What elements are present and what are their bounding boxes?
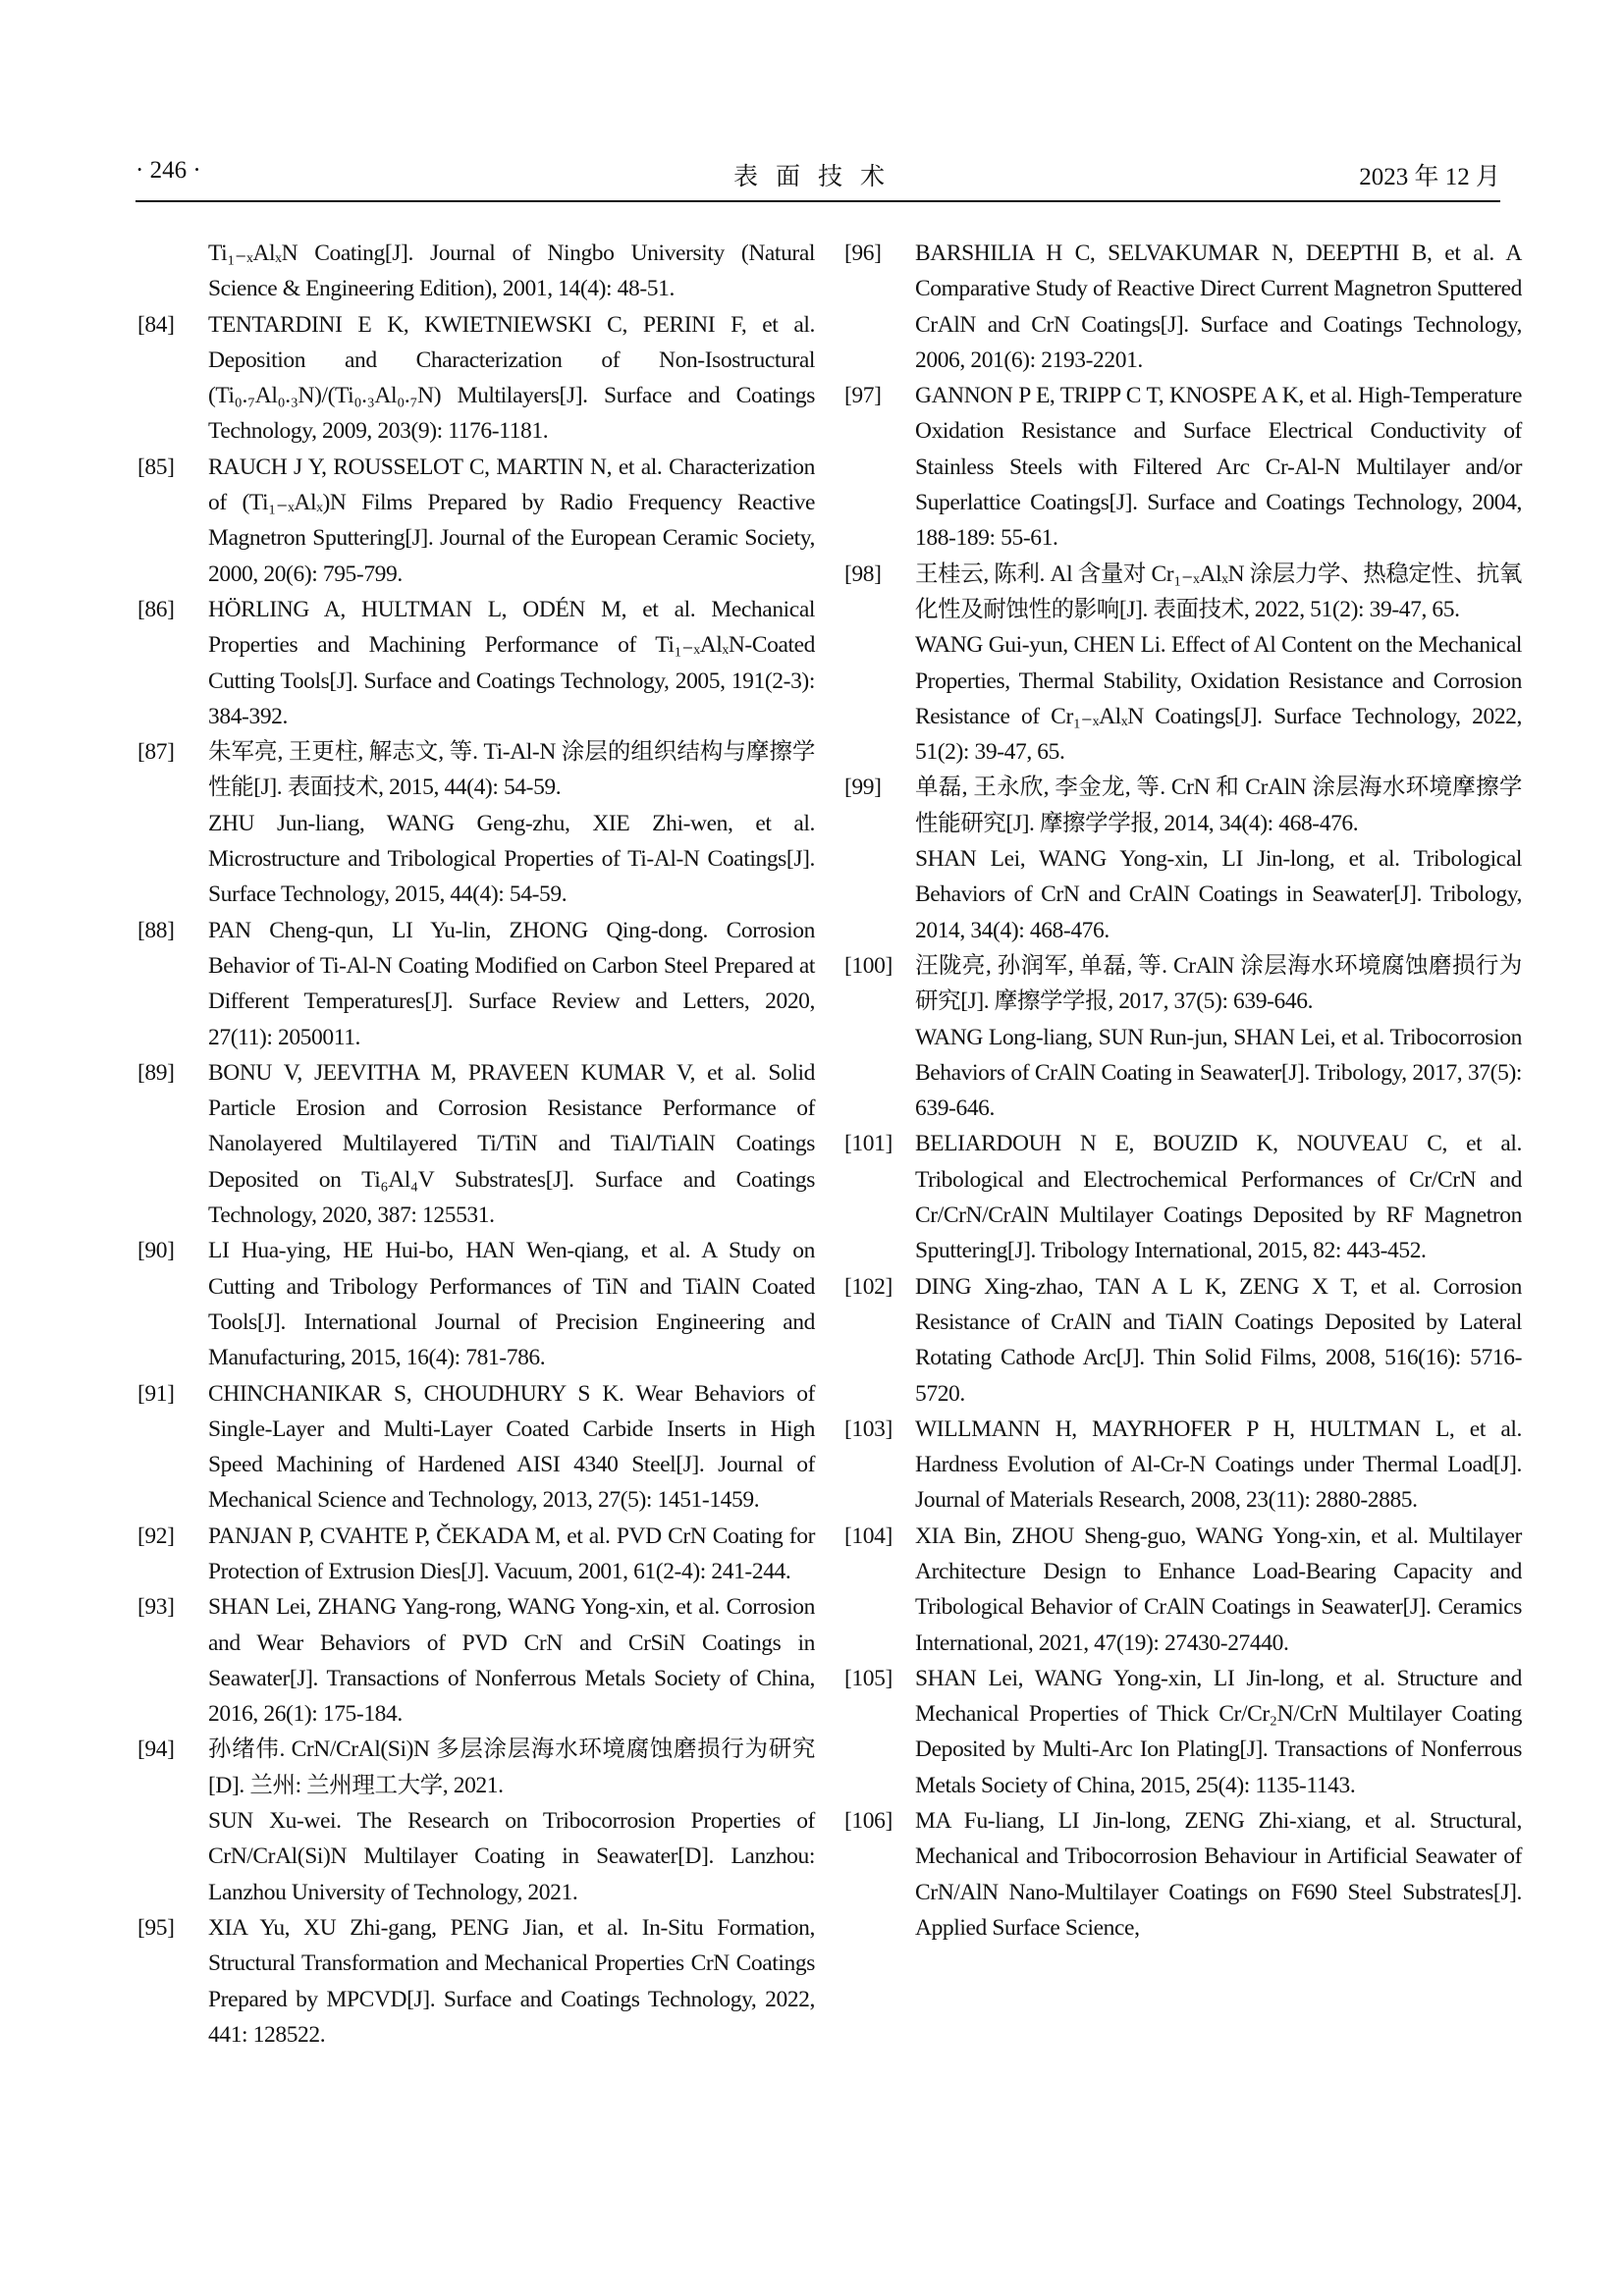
reference-text: TENTARDINI E K, KWIETNIEWSKI C, PERINI F, et al. Deposition and Characterization of Non-Isostructural (Ti₀.₇Al₀.₃N)/(Ti₀.₃Al₀.₇N) Multilayers[J]. Surface and Coatings Technology, 2009, 203(9): 1176-1181. [208,311,815,445]
reference-text-translation: WANG Gui-yun, CHEN Li. Effect of Al Content on the Mechanical Properties, Thermal Stability, Oxidation Resistance and Corrosion Resistance of Cr₁₋ₓAlₓN Coatings[J]. Surface Technology, 2022, 51(2): 39-47, 65. [915,632,1522,766]
reference-number: [105] [844,1665,893,1691]
reference-entry [137,1732,815,1909]
issue-date: 2023 年 12 月 [1359,164,1500,190]
reference-text: 朱军亮, 王更柱, 解志文, 等. Ti-Al-N 涂层的组织结构与摩擦学性能[J]. 表面技术, 2015, 44(4): 54-59. [208,739,815,801]
reference-entry [844,236,1522,378]
reference-entry [844,1803,1522,1946]
reference-text: WILLMANN H, MAYRHOFER P H, HULTMAN L, et al. Hardness Evolution of Al-Cr-N Coatings under Thermal Load[J]. Journal of Materials Research, 2008, 23(11): 2880-2885. [915,1415,1522,1514]
reference-number: [94] [137,1736,175,1763]
reference-text: DING Xing-zhao, TAN A L K, ZENG X T, et al. Corrosion Resistance of CrAlN and TiAlN Coatings Deposited by Lateral Rotating Cathode Arc[J]. Thin Solid Films, 2008, 516(16): 5716-5720. [915,1273,1522,1407]
reference-entry [844,1412,1522,1519]
reference-entry [137,1910,815,2053]
reference-number: [90] [137,1238,175,1264]
reference-text: SHAN Lei, ZHANG Yang-rong, WANG Yong-xin, et al. Corrosion and Wear Behaviors of PVD CrN and CrSiN Coatings in Seawater[J]. Transactions of Nonferrous Metals Society of China, 2016, 26(1): 175-184. [208,1594,815,1728]
reference-text-translation: SUN Xu-wei. The Research on Tribocorrosion Properties of CrN/CrAl(Si)N Multilayer Coating in Seawater[D]. Lanzhou: Lanzhou University of Technology, 2021. [208,1808,815,1905]
reference-number: [85] [137,454,175,480]
reference-entry [137,1233,815,1375]
reference-text: RAUCH J Y, ROUSSELOT C, MARTIN N, et al. Characterization of (Ti₁₋ₓAlₓ)N Films Prepared by Radio Frequency Reactive Magnetron Sputtering[J]. Journal of the European Ceramic Society, 2000, 20(6): 795-799. [208,454,815,587]
reference-entry [844,1661,1522,1803]
reference-number: [101] [844,1131,893,1157]
reference-number: [93] [137,1594,175,1621]
reference-text: HÖRLING A, HULTMAN L, ODÉN M, et al. Mechanical Properties and Machining Performance of Ti₁₋ₓAlₓN-Coated Cutting Tools[J]. Surface and Coatings Technology, 2005, 191(2-3): 384-392. [208,596,815,729]
reference-entry [137,1376,815,1519]
reference-number: [92] [137,1522,175,1549]
reference-number: [86] [137,596,175,622]
reference-text: LI Hua-ying, HE Hui-bo, HAN Wen-qiang, et al. A Study on Cutting and Tribology Performances of TiN and TiAlN Coated Tools[J]. International Journal of Precision Engineering and Manufacturing, 2015, 16(4): 781-786. [208,1238,815,1371]
reference-number: [84] [137,311,175,338]
reference-text: 王桂云, 陈利. Al 含量对 Cr₁₋ₓAlₓN 涂层力学、热稳定性、抗氧化性及耐蚀性的影响[J]. 表面技术, 2022, 51(2): 39-47, 65. [915,561,1522,622]
reference-text: SHAN Lei, WANG Yong-xin, LI Jin-long, et al. Structure and Mechanical Properties of Thick Cr/Cr₂N/CrN Multilayer Coating Deposited by Multi-Arc Ion Plating[J]. Transactions of Nonferrous Metals Society of China, 2015, 25(4): 1135-1143. [915,1665,1522,1798]
reference-entry [844,1269,1522,1412]
reference-number: [104] [844,1522,893,1549]
reference-number: [98] [844,561,882,587]
reference-number: [103] [844,1415,893,1442]
reference-entry [844,557,1522,771]
reference-number: [97] [844,383,882,409]
reference-entry [137,734,815,912]
reference-entry [137,450,815,592]
reference-column-left [137,236,815,2053]
reference-text-translation: ZHU Jun-liang, WANG Geng-zhu, XIE Zhi-wen, et al. Microstructure and Tribological Properties of Ti-Al-N Coatings[J]. Surface Technology, 2015, 44(4): 54-59. [208,810,815,908]
header-rule [135,200,1500,202]
reference-entry [137,1519,815,1590]
reference-text-translation: WANG Long-liang, SUN Run-jun, SHAN Lei, et al. Tribocorrosion Behaviors of CrAlN Coating in Seawater[J]. Tribology, 2017, 37(5): 639-646. [915,1024,1522,1122]
reference-entry [844,1519,1522,1661]
reference-entry [844,1126,1522,1268]
reference-text: XIA Bin, ZHOU Sheng-guo, WANG Yong-xin, et al. Multilayer Architecture Design to Enhance Load-Bearing Capacity and Tribological Behavior of CrAlN Coatings in Seawater[J]. Ceramics International, 2021, 47(19): 27430-27440. [915,1522,1522,1656]
reference-number: [95] [137,1914,175,1941]
reference-entry [137,236,815,307]
reference-number: [106] [844,1808,893,1835]
reference-entry [137,913,815,1055]
reference-entry [137,592,815,734]
reference-text: 单磊, 王永欣, 李金龙, 等. CrN 和 CrAlN 涂层海水环境摩擦学性能研究[J]. 摩擦学学报, 2014, 34(4): 468-476. [915,774,1522,836]
journal-title: 表面技术 [732,164,902,190]
page-number: · 246 · [135,157,201,184]
reference-entry [137,1589,815,1732]
reference-number: [88] [137,917,175,943]
reference-entry [137,307,815,450]
reference-text: BELIARDOUH N E, BOUZID K, NOUVEAU C, et al. Tribological and Electrochemical Performances of Cr/CrN and Cr/CrN/CrAlN Multilayer Coatings Deposited by RF Magnetron Sputtering[J]. Tribology International, 2015, 82: 443-452. [915,1131,1522,1264]
reference-text: Ti₁₋ₓAlₓN Coating[J]. Journal of Ningbo University (Natural Science & Engineering Edition), 2001, 14(4): 48-51. [208,240,815,302]
reference-number: [91] [137,1380,175,1407]
page-header [135,157,1500,196]
reference-number: [96] [844,240,882,266]
reference-text: BARSHILIA H C, SELVAKUMAR N, DEEPTHI B, et al. A Comparative Study of Reactive Direct Current Magnetron Sputtered CrAlN and CrN Coatings[J]. Surface and Coatings Technology, 2006, 201(6): 2193-2201. [915,240,1522,373]
reference-text: XIA Yu, XU Zhi-gang, PENG Jian, et al. In-Situ Formation, Structural Transformation and Mechanical Properties CrN Coatings Prepared by MPCVD[J]. Surface and Coatings Technology, 2022, 441: 128522. [208,1914,815,2048]
reference-text: CHINCHANIKAR S, CHOUDHURY S K. Wear Behaviors of Single-Layer and Multi-Layer Coated Carbide Inserts in High Speed Machining of Hardened AISI 4340 Steel[J]. Journal of Mechanical Science and Technology, 2013, 27(5): 1451-1459. [208,1380,815,1514]
reference-text: GANNON P E, TRIPP C T, KNOSPE A K, et al. High-Temperature Oxidation Resistance and Surface Electrical Conductivity of Stainless Steels with Filtered Arc Cr-Al-N Multilayer and/or Superlattice Coatings[J]. Surface and Coatings Technology, 2004, 188-189: 55-61. [915,383,1522,552]
reference-entry [844,378,1522,556]
reference-entry [137,1055,815,1233]
reference-text: 孙绪伟. CrN/CrAl(Si)N 多层涂层海水环境腐蚀磨损行为研究[D]. 兰州: 兰州理工大学, 2021. [208,1736,815,1798]
reference-number: [100] [844,952,893,979]
reference-text: PAN Cheng-qun, LI Yu-lin, ZHONG Qing-dong. Corrosion Behavior of Ti-Al-N Coating Modified on Carbon Steel Prepared at Different Temperatures[J]. Surface Review and Letters, 2020, 27(11): 2050011. [208,917,815,1050]
reference-number: [87] [137,739,175,766]
reference-text: 汪陇亮, 孙润军, 单磊, 等. CrAlN 涂层海水环境腐蚀磨损行为研究[J]. 摩擦学学报, 2017, 37(5): 639-646. [915,952,1522,1015]
reference-number: [99] [844,774,882,801]
reference-entry [844,770,1522,947]
reference-number: [89] [137,1059,175,1086]
reference-column-right [844,236,1522,1946]
reference-text-translation: SHAN Lei, WANG Yong-xin, LI Jin-long, et al. Tribological Behaviors of CrN and CrAlN Coatings in Seawater[J]. Tribology, 2014, 34(4): 468-476. [915,846,1522,943]
reference-text: MA Fu-liang, LI Jin-long, ZENG Zhi-xiang, et al. Structural, Mechanical and Tribocorrosion Behaviour in Artificial Seawater of CrN/AlN Nano-Multilayer Coatings on F690 Steel Substrates[J]. Applied Surface Science, [915,1808,1522,1941]
reference-entry [844,948,1522,1126]
reference-text: BONU V, JEEVITHA M, PRAVEEN KUMAR V, et al. Solid Particle Erosion and Corrosion Resistance Performance of Nanolayered Multilayered Ti/TiN and TiAl/TiAlN Coatings Deposited on Ti₆Al₄V Substrates[J]. Surface and Coatings Technology, 2020, 387: 125531. [208,1059,815,1229]
reference-number: [102] [844,1273,893,1300]
reference-text: PANJAN P, CVAHTE P, ČEKADA M, et al. PVD CrN Coating for Protection of Extrusion Dies[J]. Vacuum, 2001, 61(2-4): 241-244. [208,1522,815,1584]
